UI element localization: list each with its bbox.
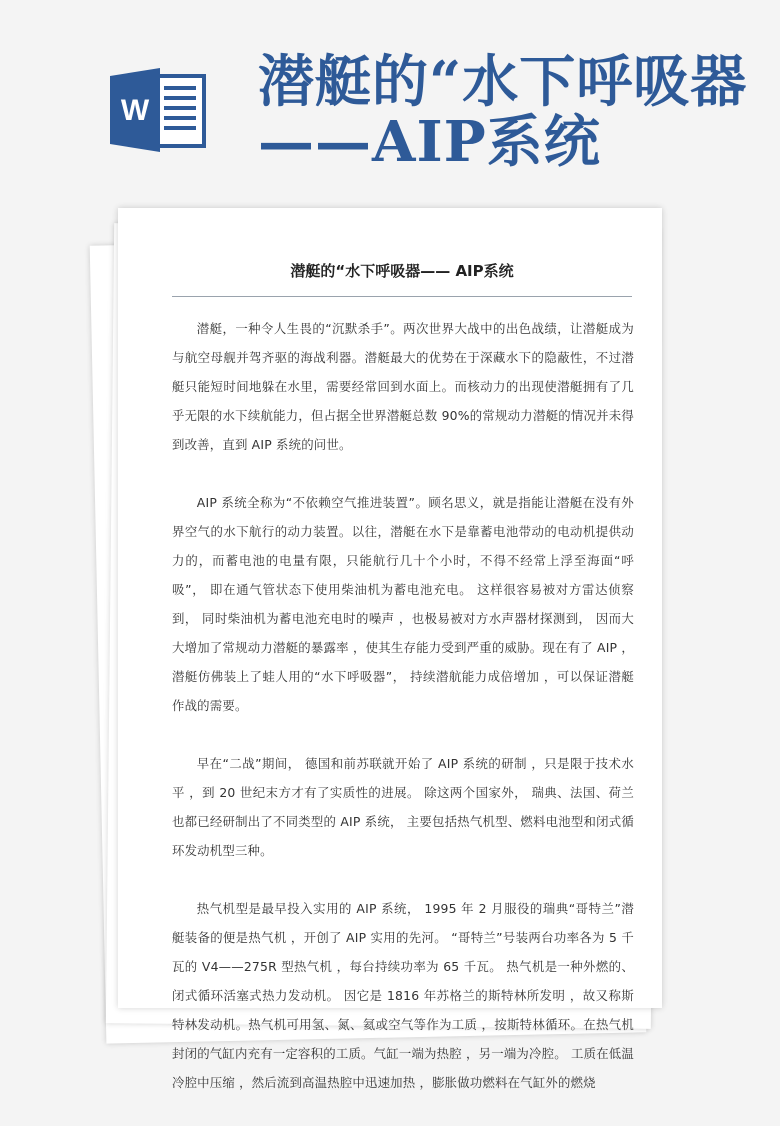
paragraph: 热气机型是最早投入实用的 AIP 系统， 1995 年 2 月服役的瑞典“哥特兰”潜艇装备的便是热气机 ，开创了 AIP 实用的先河。 “哥特兰”号装两台功率各为 5 千瓦的 V4——275R 型热气机 ，每台持续功率为 65 千瓦。 热气机是一种外燃的、闭式循环活塞式热力发动机。 因它是 1816 年苏格兰的斯特林所发明 ，故又称斯特林发动机。热气机可用氢、氮、氦或空气等作为工质 ，按斯特林循环。在热气机封闭的气缸内充有一定容积的工质。气缸一端为热腔 ，另一端为冷腔。 工质在低温冷腔中压缩 ，然后流到高温热腔中迅速加热 ，膨胀做功燃料在气缸外的燃烧 bbox=[172, 901, 634, 1090]
document-title: 潜艇的“水下呼吸器—— AIP系统 bbox=[290, 262, 514, 280]
title-divider bbox=[172, 296, 632, 297]
paragraph: 早在“二战”期间， 德国和前苏联就开始了 AIP 系统的研制 ，只是限于技术水平 ，到 20 世纪末方才有了实质性的进展。 除这两个国家外， 瑞典、法国、荷兰也都已经研制出了不同类型的 AIP 系统， 主要包括热气机型、燃料电池型和闭式循环发动机型三种。 bbox=[172, 756, 634, 858]
document-body bbox=[172, 314, 634, 1126]
word-icon bbox=[110, 68, 206, 152]
word-icon-letter: W bbox=[120, 94, 150, 127]
hero-title: 潜艇的“水下呼吸器——AIP系统 bbox=[258, 49, 748, 175]
paragraph: 潜艇，一种令人生畏的“沉默杀手”。两次世界大战中的出色战绩，让潜艇成为与航空母舰并驾齐驱的海战利器。潜艇最大的优势在于深藏水下的隐蔽性，不过潜艇只能短时间地躲在水里，需要经常回到水面上。而核动力的出现使潜艇拥有了几乎无限的水下续航能力，但占据全世界潜艇总数 90%的常规动力潜艇的情况并未得到改善，直到 AIP 系统的问世。 bbox=[172, 321, 634, 452]
paragraph: AIP 系统全称为“不依赖空气推进装置”。顾名思义，就是指能让潜艇在没有外界空气的水下航行的动力装置。以往，潜艇在水下是靠蓄电池带动的电动机提供动力的，而蓄电池的电量有限，只能航行几十个小时，不得不经常上浮至海面“呼吸”， 即在通气管状态下使用柴油机为蓄电池充电。 这样很容易被对方雷达侦察到， 同时柴油机为蓄电池充电时的噪声 ，也极易被对方水声器材探测到， 因而大大增加了常规动力潜艇的暴露率 ，使其生存能力受到严重的威胁。现在有了 AIP ，潜艇仿佛装上了蛙人用的“水下呼吸器”， 持续潜航能力成倍增加 ，可以保证潜艇作战的需要。 bbox=[172, 495, 634, 713]
document-page bbox=[118, 208, 662, 1090]
